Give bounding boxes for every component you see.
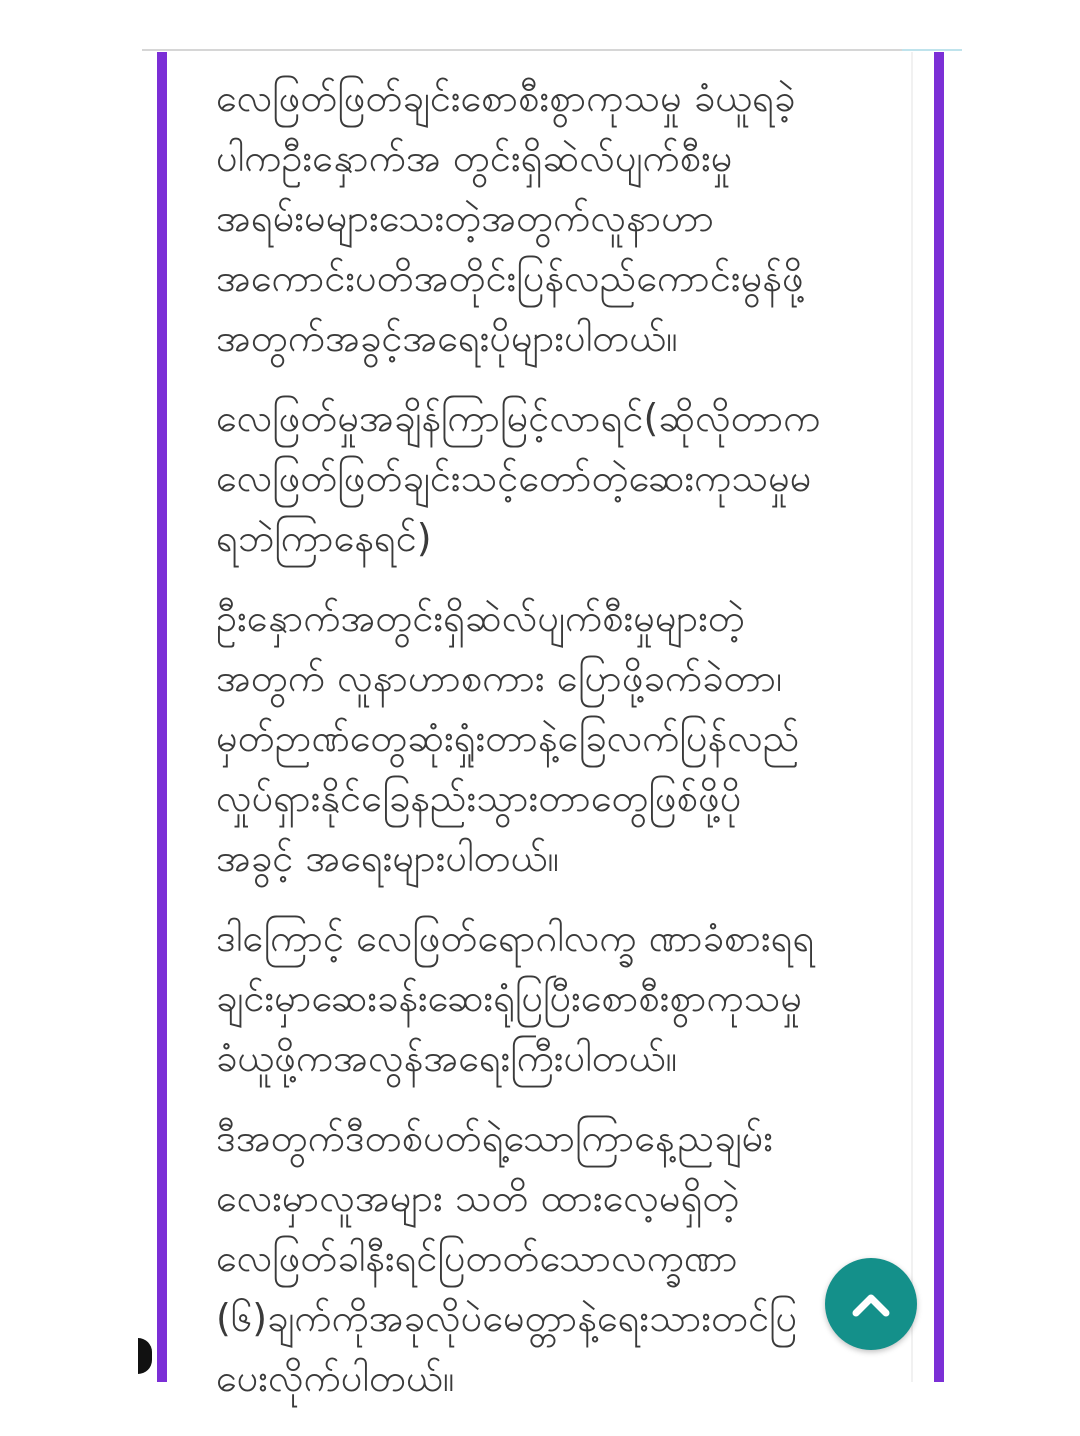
paragraph-3: ဦးနှောက်အတွင်းရှိဆဲလ်ပျက်စီးမှုများတဲ့ အတွက် လူနာဟာစကား ပြောဖို့ခက်ခဲတာ၊ မှတ်ဉာဏ်တွေဆုံးရှုံးတာနဲ့ခြေလက်ပြန်လည် လှုပ်ရှားနိုင်ခြေနည်းသွားတာတွေဖြစ်ဖို့ပို အခွင့် အရေးများပါတယ်။: [216, 596, 800, 880]
right-purple-border: [934, 52, 944, 1382]
chevron-up-icon: [851, 1290, 891, 1318]
left-purple-border: [157, 52, 167, 1382]
paragraph-5: ဒီအတွက်ဒီတစ်ပတ်ရဲ့သောကြာနေ့ညချမ်း လေးမှာလူအများ သတိ ထားလေ့မရှိတဲ့ လေဖြတ်ခါနီးရင်ပြတတ်သောလက္ခဏာ (၆)ချက်ကိုအခုလိုပဲမေတ္တာနဲ့ရေးသားတင်ပြ ပေးလိုက်ပါတယ်။: [216, 1116, 798, 1400]
side-handle[interactable]: [138, 1338, 152, 1374]
article-body: [216, 68, 916, 1428]
paragraph-1: လေဖြတ်ဖြတ်ချင်းစောစီးစွာကုသမှု ခံယူရခဲ့ ပါကဦးနှောက်အ တွင်းရှိဆဲလ်ပျက်စီးမှု အရမ်းမများသေးတဲ့အတွက်လူနာဟာ အကောင်းပတိအတိုင်းပြန်လည်ကောင်းမွန်ဖို့ အတွက်အခွင့်အရေးပိုများပါတယ်။: [216, 76, 804, 360]
top-divider-accent: [902, 49, 962, 51]
paragraph-4: ဒါကြောင့် လေဖြတ်ရောဂါလက္ခ ဏာခံစားရရ ချင်းမှာဆေးခန်းဆေးရုံပြပြီးစောစီးစွာကုသမှု ခံယူဖို့ကအလွန်အရေးကြီးပါတယ်။: [216, 916, 815, 1080]
scroll-to-top-button[interactable]: [825, 1258, 917, 1350]
paragraph-2: လေဖြတ်မှုအချိန်ကြာမြင့်လာရင်(ဆိုလိုတာက လေဖြတ်ဖြတ်ချင်းသင့်တော်တဲ့ဆေးကုသမှုမ ရဘဲကြာနေရင်): [216, 396, 821, 560]
top-divider: [142, 49, 962, 51]
